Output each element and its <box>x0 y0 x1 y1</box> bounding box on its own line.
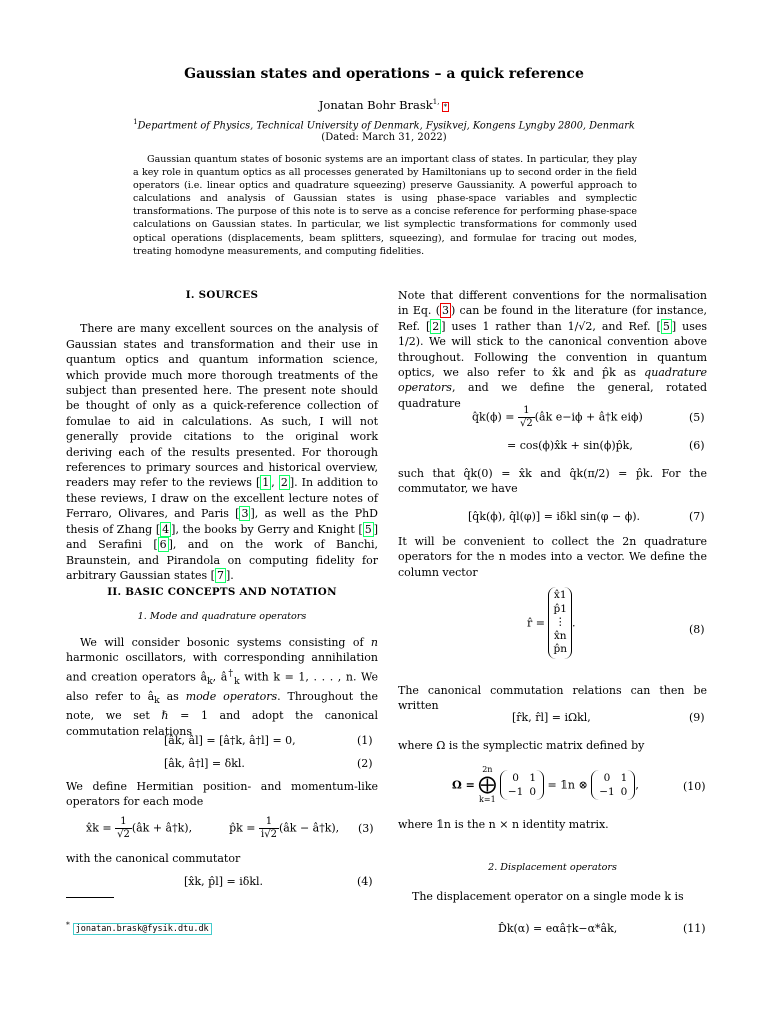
vector-text-box <box>398 534 707 580</box>
equation-ref-link[interactable]: 3 <box>441 304 449 318</box>
commutator-paragraph: with the canonical commutator <box>66 852 241 865</box>
commutator-text-box <box>398 466 707 497</box>
citation-link[interactable]: 3 <box>241 507 249 521</box>
displacement-paragraph: The displacement operator on a single mode k is <box>412 890 684 904</box>
citation-link[interactable]: 4 <box>162 522 170 536</box>
subsection-heading-mode-operators: 1. Mode and quadrature operators <box>137 611 307 623</box>
equation-1: [âk, âl] = [â†k, â†l] = 0, <box>164 734 296 747</box>
subsection-heading-displacement: 2. Displacement operators <box>488 862 617 873</box>
citation-link[interactable]: 2 <box>432 319 440 333</box>
quadrature-vector <box>548 587 571 659</box>
equation-2: [âk, â†l] = δkl. <box>164 757 245 770</box>
footnote-rule <box>66 897 114 898</box>
citation-link[interactable]: 1 <box>262 476 270 490</box>
vector-paragraph: It will be convenient to collect the 2n quadrature operators for the n modes into a vector. We define the column vector <box>398 535 707 579</box>
equation-number-4: (4) <box>357 875 373 888</box>
author-affil-sup: 1, <box>432 98 442 107</box>
equation-number-2: (2) <box>357 757 373 770</box>
symplectic-paragraph: where Ω is the symplectic matrix defined by <box>398 739 645 752</box>
citation-link[interactable]: 5 <box>364 522 372 536</box>
equation-4: [x̂k, p̂l] = iδkl. <box>184 875 264 888</box>
equation-6: = cos(ϕ)x̂k + sin(ϕ)p̂k, <box>507 439 633 452</box>
author-footnote-link[interactable]: * <box>443 103 448 111</box>
equation-10: Ω = 2n ⨁ k=1 0 1 −1 0 = 𝟙n ⊗ 0 1 −1 0 , <box>452 765 639 804</box>
symplectic-matrix-a: 0 1 −1 0 <box>500 770 544 800</box>
ccr-text-box <box>398 683 707 714</box>
affiliation <box>0 118 768 131</box>
equation-8: r̂ = x̂1 p̂1 ⋮ x̂n p̂n . <box>527 587 575 659</box>
hermitian-paragraph: We define Hermitian position- and momentum-like operators for each mode <box>66 780 378 809</box>
section-heading-basic-concepts: II. BASIC CONCEPTS AND NOTATION <box>107 586 337 598</box>
equation-9: [r̂k, r̂l] = iΩkl, <box>512 711 591 724</box>
author-line <box>0 98 768 112</box>
footnote <box>66 920 212 934</box>
equation-number-1: (1) <box>357 734 373 747</box>
footnote-mark: * <box>66 920 70 929</box>
hermitian-paragraph-box <box>66 779 378 810</box>
affiliation-sup: 1 <box>133 118 138 126</box>
sources-paragraph: There are many excellent sources on the analysis of Gaussian states and transformation and their use in quantum optics and quantum information science, which provide much more thorough treatments of the subject than presented here. The present note should be thought of only as a quick-reference collection of fomulae to aid in calculations. As such, I will not generally provide citations to the original work deriving each of the results presented. For thorough references to primary sources and historical overview, readers may refer to the reviews [ 1 , 2 ]. In addition to these reviews, I draw on the excellent lecture notes of Ferraro, Olivares, and Paris [ 3 ], as well as the PhD thesis of Zhang [ 4 ], the books by Gerry and Knight [ 5 ] and Serafini [ 6 ], and on the work of Banchi, Braunstein, and Pirandola on computing fidelity for arbitrary Gaussian states [ 7 ]. <box>66 322 379 582</box>
vector-entry: p̂1 <box>553 602 567 615</box>
direct-sum: 2n ⨁ k=1 <box>478 765 497 804</box>
citation-link[interactable]: 6 <box>159 538 167 552</box>
left-column <box>66 288 378 583</box>
equation-number-6: (6) <box>689 439 705 452</box>
equation-11: D̂k(α) = eαâ†k−α*âk, <box>498 922 618 935</box>
author-name: Jonatan Bohr Brask <box>318 98 433 112</box>
commutator-paragraph-box <box>66 851 378 866</box>
vector-entry: x̂n <box>553 629 567 642</box>
equation-number-9: (9) <box>689 711 705 724</box>
mode-operators-paragraph: We will consider bosonic systems consisting of n harmonic oscillators, with corresponding annihilation and creation operators $â_k$, $â^\dagger_k$ with k = 1, . . . , n. We also refer to $â_k$ as mode operators. Throughout the note, we set ℏ = 1 and adopt the canonical commutation relations <box>66 635 378 738</box>
vector-entry: ⋮ <box>554 616 566 628</box>
symplectic-matrix-b: 0 1 −1 0 <box>591 770 635 800</box>
dated-line: (Dated: March 31, 2022) <box>321 132 447 143</box>
citation-link[interactable]: 5 <box>662 319 670 333</box>
symplectic-text-box <box>398 738 707 753</box>
equation-number-8: (8) <box>689 623 705 636</box>
equation-number-11: (11) <box>683 922 706 935</box>
normalisation-paragraph: Note that different conventions for the normalisation in Eq. ( 3 ) can be found in the literature (for instance, Ref. [ 2 ] uses 1 rather than 1/√2, and Ref. [ 5 ] uses 1/2). We will stick to the canonical convention above throughout. Following the convention in quantum optics, we also refer to x̂k and p̂k as quadrature operators, and we define the general, rotated quadrature <box>398 289 707 410</box>
section-heading-sources: I. SOURCES <box>185 289 259 301</box>
paper-title: Gaussian states and operations – a quick reference <box>184 66 584 82</box>
ccr-paragraph: The canonical commutation relations can then be written <box>398 684 707 713</box>
citation-link[interactable]: 2 <box>280 476 288 490</box>
equation-3: x̂k = $\frac{1}{√2}$ (âk + â†k), p̂k = $\frac{1}{i√2}$ (âk − â†k), <box>86 816 340 840</box>
identity-paragraph: where 𝟙n is the n × n identity matrix. <box>398 818 609 831</box>
email-link[interactable]: jonatan.brask@fysik.dtu.dk <box>73 923 212 935</box>
equation-number-3: (3) <box>358 822 374 835</box>
right-column <box>398 288 707 411</box>
displacement-subsection <box>398 860 707 905</box>
vector-entry: p̂n <box>553 643 567 655</box>
citation-link[interactable]: 7 <box>216 568 224 582</box>
equation-number-5: (5) <box>689 411 705 424</box>
abstract: Gaussian quantum states of bosonic systems are an important class of states. In particular, they play a key role in quantum optics as all processes generated by Hamiltonians up to second order in the field operators (i.e. linear optics and quadrature squeezing) preserve Gaussianity. A powerful approach to calculations and analysis of Gaussian states is using phase-space variables and symplectic transformations. The purpose of this note is to serve as a concise reference for performing phase-space calculations on Gaussian states. In particular, we list symplectic transformations for commonly used optical operations (displacements, beam splitters, squeezing), and formulae for tracing out modes, treating homodyne measurements, and computing fidelities. <box>133 154 637 257</box>
equation-5: q̂k(ϕ) = $\frac{1}{√2}$ (âk e−iϕ + â†k eiϕ) <box>472 405 643 429</box>
equation-number-7: (7) <box>689 510 705 523</box>
rotated-commutator-paragraph: such that q̂k(0) = x̂k and q̂k(π/2) = p̂k. For the commutator, we have <box>398 467 707 496</box>
vector-entry: x̂1 <box>553 589 567 601</box>
identity-text-box <box>398 817 707 832</box>
equation-7: [q̂k(ϕ), q̂l(φ)] = iδkl sin(φ − ϕ). <box>468 510 640 523</box>
affiliation-text: Department of Physics, Technical University of Denmark, Fysikvej, Kongens Lyngby 2800, Denmark <box>137 120 635 132</box>
left-column-sec2 <box>66 585 378 739</box>
equation-number-10: (10) <box>683 780 706 793</box>
